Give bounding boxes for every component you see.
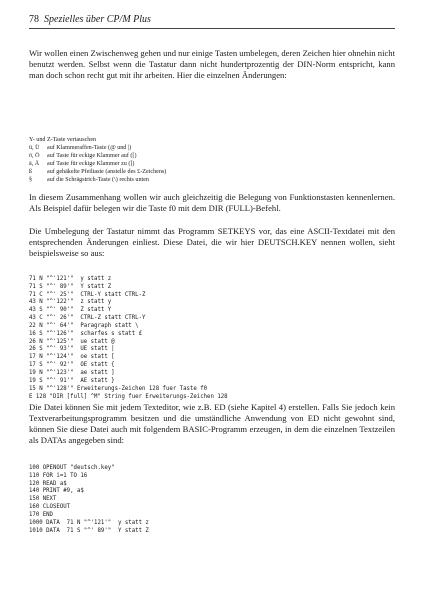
list-desc: auf die Schrägstrich-Taste (\) rechts unten <box>47 176 149 183</box>
code-line: E 128 "DIR [full] ^M" String fuer Erweiterungs-Zeichen 128 <box>29 393 228 400</box>
code-line: 100 OPENOUT "deutsch.key" <box>29 464 115 471</box>
code-line: 22 N "^' 64'" Paragraph statt \ <box>29 322 139 329</box>
code-line: 170 END <box>29 511 53 518</box>
code-line: 43 S "^' 90'" Z statt Y <box>29 307 112 314</box>
list-key: ü, Ü <box>29 144 40 151</box>
paragraph-intro: Wir wollen einen Zwischenweg gehen und nur einige Tasten umbelegen, deren Zeichen hier ohnehin nicht benutzt werden. Selbst wenn die Tastatur dann nicht hundertprozentig der DIN-Norm entspricht, kann man doch schon recht gut mit ihr arbeiten. Hier die einzelnen Änderungen: <box>29 48 395 80</box>
code-line: 16 S "^'126'" scharfes s statt £ <box>29 330 142 337</box>
list-desc: auf Klammeraffen-Taste (@ und |) <box>47 144 132 151</box>
code-line: 120 READ a$ <box>29 480 67 487</box>
list-item <box>29 169 395 177</box>
code-line: 1000 DATA 71 N "^'121'" y statt z <box>29 519 149 526</box>
code-line: 43 C "^' 26'" CTRL-Z statt CTRL-Y <box>29 315 146 322</box>
book-page <box>29 12 395 534</box>
list-key: ä, Ä <box>29 160 40 167</box>
list-key: § <box>29 176 33 183</box>
code-line: 140 PRINT #9, a$ <box>29 488 84 495</box>
list-item <box>29 145 395 153</box>
list-item <box>29 177 395 185</box>
code-line: 26 S "^' 93'" UE statt | <box>29 346 115 353</box>
code-line: 26 N "^'125'" ue statt @ <box>29 338 115 345</box>
paragraph-editor: Die Datei können Sie mit jedem Texteditor, wie z.B. ED (siehe Kapitel 4) erstellen. Falls Sie jedoch kein Textverarbeitungsprogramm besitzen und die umständliche Anwendung von ED nicht gewohnt sind, können Sie diese Datei auch mit folgendem BASIC-Programm erzeugen, in dem die einzelnen Textzeilen als DATAs angegeben sind: <box>29 402 395 445</box>
paragraph-setkeys: Die Umbelegung der Tastatur nimmt das Programm SETKEYS vor, das eine ASCII-Textdatei mit den entsprechenden Änderungen einliest. Diese Datei, die wir hier DEUTSCH.KEY nennen wollen, sieht beispielsweise so aus: <box>29 226 395 258</box>
code-line: 19 N "^'123'" ae statt ] <box>29 369 115 376</box>
code-line: 71 S "^' 89'" Y statt Z <box>29 283 112 290</box>
list-heading: Y- und Z-Taste vertauschen <box>29 137 97 143</box>
code-line: 71 C "^' 25'" CTRL-Y statt CTRL-Z <box>29 291 146 298</box>
code-line: 71 N "^'121'" y statt z <box>29 275 112 282</box>
running-title: Spezielles über CP/M Plus <box>44 14 151 25</box>
page-header <box>29 12 395 29</box>
code-line: 15 N "^'128'" Erweiterungs-Zeichen 128 fuer Taste f0 <box>29 385 208 392</box>
list-key: ö, Ö <box>29 152 40 159</box>
code-line: 1010 DATA 71 S "^' 89'" Y statt Z <box>29 527 149 534</box>
code-line: 110 FOR i=1 TO 16 <box>29 472 88 479</box>
list-desc: auf gehäkelte Pfeiltaste (anstelle des £-Zeichens) <box>47 168 167 175</box>
page-number: 78 <box>29 14 39 25</box>
list-item <box>29 161 395 169</box>
code-line: 17 S "^' 92'" OE statt { <box>29 362 115 369</box>
code-line: 160 CLOSEOUT <box>29 504 71 511</box>
code-line: 150 NEXT <box>29 496 57 503</box>
code-listing-keyfile <box>29 268 228 417</box>
code-listing-basic <box>29 457 149 551</box>
list-item <box>29 137 395 145</box>
code-line: 43 N "^'122'" z statt y <box>29 299 112 306</box>
paragraph-function-keys: In diesem Zusammenhang wollen wir auch gleichzeitig die Belegung von Funktionstasten kennenlernen. Als Beispiel dafür belegen wir die Taste f0 mit dem DIR (FULL)-Befehl. <box>29 192 395 213</box>
code-line: 19 S "^' 91'" AE statt } <box>29 377 115 384</box>
list-desc: auf Taste für eckige Klammer zu (]) <box>47 160 135 167</box>
changes-list <box>29 137 395 184</box>
list-item <box>29 153 395 161</box>
code-line: 17 N "^'124'" oe statt [ <box>29 354 115 361</box>
list-desc: auf Taste für eckige Klammer auf ([) <box>47 152 137 159</box>
list-key: ß <box>29 168 33 175</box>
